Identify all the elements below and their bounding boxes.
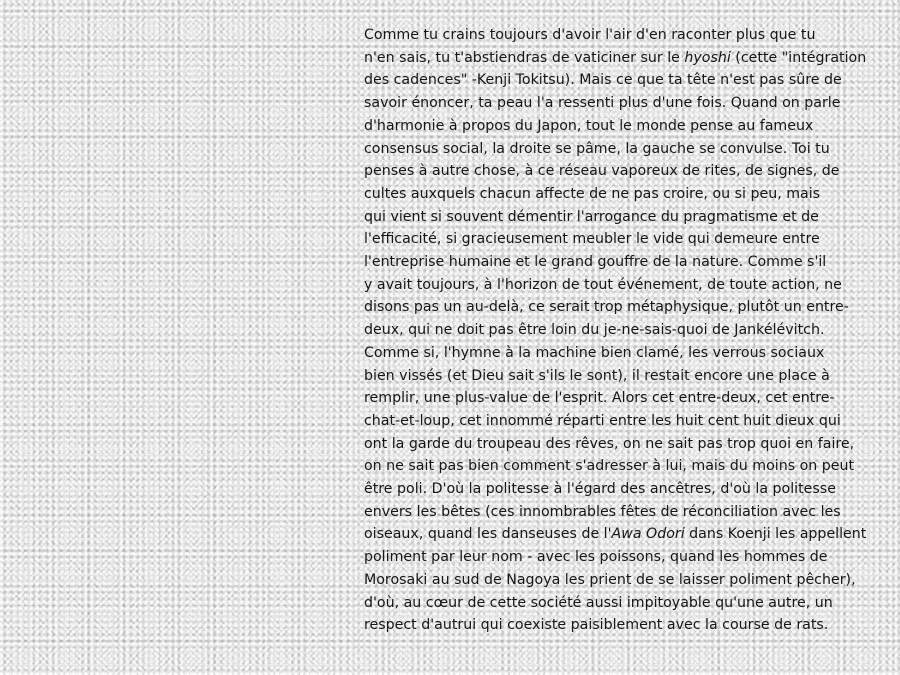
text-line: Morosaki au sud de Nagoya les prient de se laisser poliment pêcher), xyxy=(364,571,856,588)
text-line: ont la garde du troupeau des rêves, on ne sait pas trop quoi en faire, xyxy=(364,435,855,452)
text-line: Comme si, l'hymne à la machine bien clamé, les verrous sociaux xyxy=(364,344,825,361)
text-line: respect d'autrui qui coexiste paisiblement avec la course de rats. xyxy=(364,617,829,634)
text-line: chat-et-loup, cet innommé réparti entre les huit cent huit dieux qui xyxy=(364,412,841,429)
text-line: poliment par leur nom - avec les poissons, quand les hommes de xyxy=(364,549,828,566)
text-line: oiseaux, quand les danseuses de l'Awa Odori dans Koenji les appellent xyxy=(364,526,867,543)
text-line: bien vissés (et Dieu sait s'ils le sont), il restait encore une place à xyxy=(364,367,830,384)
text-line: Comme tu crains toujours d'avoir l'air d'en raconter plus que tu xyxy=(364,27,816,43)
text-line: qui vient si souvent démentir l'arrogance du pragmatisme et de xyxy=(364,208,819,225)
text-line: disons pas un au-delà, ce serait trop métaphysique, plutôt un entre- xyxy=(364,299,849,316)
text-line: l'efficacité, si gracieusement meubler le vide qui demeure entre xyxy=(364,231,820,248)
text-line: d'où, au cœur de cette société aussi impitoyable qu'une autre, un xyxy=(364,594,833,611)
text-line: des cadences" -Kenji Tokitsu). Mais ce que ta tête n'est pas sûre de xyxy=(364,72,842,89)
text-line: on ne sait pas bien comment s'adresser à lui, mais du moins on peut xyxy=(364,458,855,475)
text-line: y avait toujours, à l'horizon de tout événement, de toute action, ne xyxy=(364,276,842,293)
text-line: remplir, une plus-value de l'esprit. Alors cet entre-deux, cet entre- xyxy=(364,390,835,407)
text-line: être poli. D'où la politesse à l'égard des ancêtres, d'où la politesse xyxy=(364,481,836,498)
text-line: deux, qui ne doit pas être loin du je-ne-sais-quoi de Jankélévitch. xyxy=(364,322,825,339)
text-line: l'entreprise humaine et le grand gouffre de la nature. Comme s'il xyxy=(364,254,827,271)
text-line: consensus social, la droite se pâme, la gauche se convulse. Toi tu xyxy=(364,140,830,157)
italic-term: hyoshi xyxy=(684,49,731,66)
text-line: envers les bêtes (ces innombrables fêtes de réconciliation avec les xyxy=(364,503,841,520)
text-line: d'harmonie à propos du Japon, tout le monde pense au fameux xyxy=(364,117,814,134)
text-line: n'en sais, tu t'abstiendras de vaticiner sur le hyoshi (cette "intégration xyxy=(364,49,867,66)
italic-term: Awa Odori xyxy=(611,526,685,543)
text-line: savoir énoncer, ta peau l'a ressenti plus d'une fois. Quand on parle xyxy=(364,95,841,112)
text-line: penses à autre chose, à ce réseau vaporeux de rites, de signes, de xyxy=(364,163,840,180)
text-line: cultes auxquels chacun affecte de ne pas croire, ou si peu, mais xyxy=(364,185,821,202)
body-paragraph xyxy=(364,24,888,637)
